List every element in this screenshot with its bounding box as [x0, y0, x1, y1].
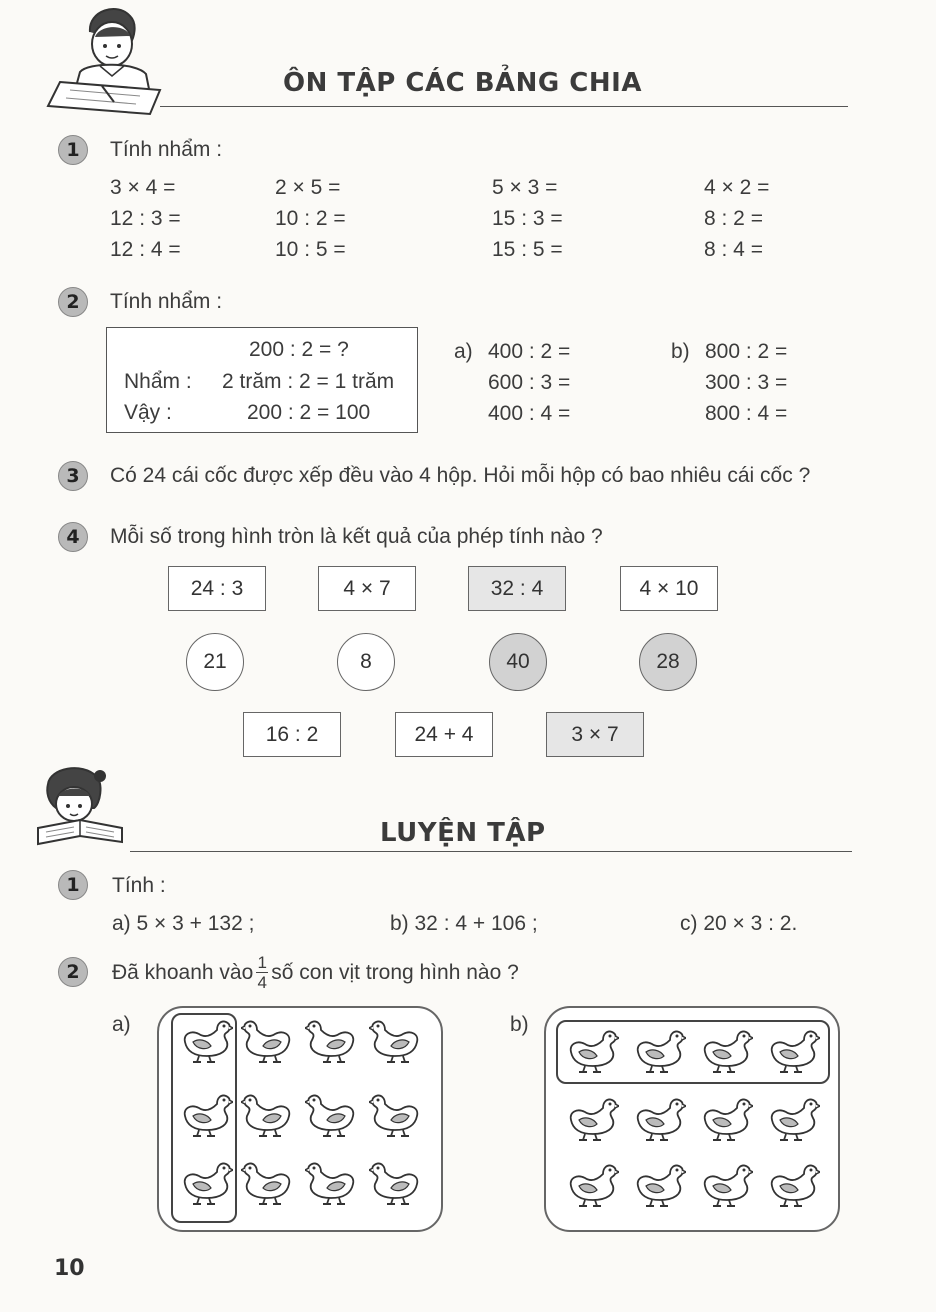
- duck-icon: [697, 1026, 753, 1079]
- exercise-prompt: Tính nhẩm :: [110, 138, 223, 161]
- calc-item: 3 × 4 =: [110, 176, 176, 199]
- exercise-number: 2: [58, 287, 88, 317]
- duck-icon: [369, 1016, 425, 1069]
- section-title: ÔN TẬP CÁC BẢNG CHIA: [283, 68, 642, 98]
- duck-icon: [241, 1090, 297, 1143]
- calc-item: 12 : 4 =: [110, 238, 181, 261]
- duck-icon: [563, 1026, 619, 1079]
- calc-item: 300 : 3 =: [705, 371, 788, 394]
- part-label: a): [454, 340, 473, 363]
- fraction-numerator: 1: [257, 953, 268, 972]
- example-line: 2 trăm : 2 = 1 trăm: [222, 370, 395, 393]
- expression-box: 4 × 7: [318, 566, 416, 611]
- calc-item: 8 : 2 =: [704, 207, 763, 230]
- duck-icon: [697, 1094, 753, 1147]
- fraction: [256, 954, 268, 991]
- duck-icon: [369, 1090, 425, 1143]
- duck-icon: [241, 1158, 297, 1211]
- prompt-text: Đã khoanh vào: [112, 960, 254, 984]
- duck-icon: [630, 1160, 686, 1213]
- calc-item: 10 : 2 =: [275, 207, 346, 230]
- duck-icon: [563, 1094, 619, 1147]
- calc-item: 12 : 3 =: [110, 207, 181, 230]
- duck-icon: [764, 1160, 820, 1213]
- expression-box: 24 + 4: [395, 712, 493, 757]
- result-circle: 21: [186, 633, 244, 691]
- duck-icon: [764, 1094, 820, 1147]
- duck-icon: [305, 1158, 361, 1211]
- exercise-number: 4: [58, 522, 88, 552]
- part-label: a): [112, 1013, 131, 1036]
- calc-item: 8 : 4 =: [704, 238, 763, 261]
- calc-item: a) 5 × 3 + 132 ;: [112, 912, 255, 935]
- part-label: b): [671, 340, 690, 363]
- example-line: 200 : 2 = ?: [249, 338, 349, 361]
- duck-icon: [305, 1016, 361, 1069]
- calc-item: 400 : 2 =: [488, 340, 571, 363]
- duck-icon: [305, 1090, 361, 1143]
- girl-reading-illustration: [34, 764, 129, 854]
- exercise-number: 1: [58, 870, 88, 900]
- result-circle: 40: [489, 633, 547, 691]
- result-circle: 28: [639, 633, 697, 691]
- duck-icon: [177, 1090, 233, 1143]
- calc-item: 800 : 4 =: [705, 402, 788, 425]
- duck-icon: [177, 1158, 233, 1211]
- exercise-prompt: Mỗi số trong hình tròn là kết quả của phép tính nào ?: [110, 525, 603, 548]
- expression-box: 3 × 7: [546, 712, 644, 757]
- exercise-number: 1: [58, 135, 88, 165]
- expression-box: 4 × 10: [620, 566, 718, 611]
- example-label: Vậy :: [124, 401, 172, 424]
- example-line: 200 : 2 = 100: [247, 401, 371, 424]
- calc-item: 5 × 3 =: [492, 176, 558, 199]
- duck-icon: [241, 1016, 297, 1069]
- expression-box: 16 : 2: [243, 712, 341, 757]
- calc-item: 15 : 3 =: [492, 207, 563, 230]
- boy-writing-illustration: [40, 2, 175, 120]
- part-label: b): [510, 1013, 529, 1036]
- title-underline: [130, 851, 852, 852]
- calc-item: 4 × 2 =: [704, 176, 770, 199]
- title-underline: [160, 106, 848, 107]
- duck-icon: [369, 1158, 425, 1211]
- duck-icon: [177, 1016, 233, 1069]
- duck-icon: [630, 1026, 686, 1079]
- calc-item: 600 : 3 =: [488, 371, 571, 394]
- page-number: 10: [54, 1256, 85, 1281]
- duck-icon: [764, 1026, 820, 1079]
- exercise-prompt: Tính :: [112, 874, 166, 897]
- result-circle: 8: [337, 633, 395, 691]
- calc-item: 800 : 2 =: [705, 340, 788, 363]
- calc-item: c) 20 × 3 : 2.: [680, 912, 798, 935]
- example-label: Nhẩm :: [124, 370, 192, 393]
- exercise-number: 2: [58, 957, 88, 987]
- section-title: LUYỆN TẬP: [380, 818, 546, 848]
- prompt-text: số con vịt trong hình nào ?: [271, 960, 519, 984]
- duck-icon: [697, 1160, 753, 1213]
- calc-item: 10 : 5 =: [275, 238, 346, 261]
- calc-item: b) 32 : 4 + 106 ;: [390, 912, 538, 935]
- duck-icon: [630, 1094, 686, 1147]
- calc-item: 2 × 5 =: [275, 176, 341, 199]
- calc-item: 15 : 5 =: [492, 238, 563, 261]
- calc-item: 400 : 4 =: [488, 402, 571, 425]
- exercise-prompt: [112, 954, 519, 991]
- exercise-text: Có 24 cái cốc được xếp đều vào 4 hộp. Hỏi mỗi hộp có bao nhiêu cái cốc ?: [110, 464, 811, 487]
- exercise-prompt: Tính nhẩm :: [110, 290, 223, 313]
- expression-box: 32 : 4: [468, 566, 566, 611]
- expression-box: 24 : 3: [168, 566, 266, 611]
- exercise-number: 3: [58, 461, 88, 491]
- duck-icon: [563, 1160, 619, 1213]
- fraction-denominator: 4: [257, 973, 268, 992]
